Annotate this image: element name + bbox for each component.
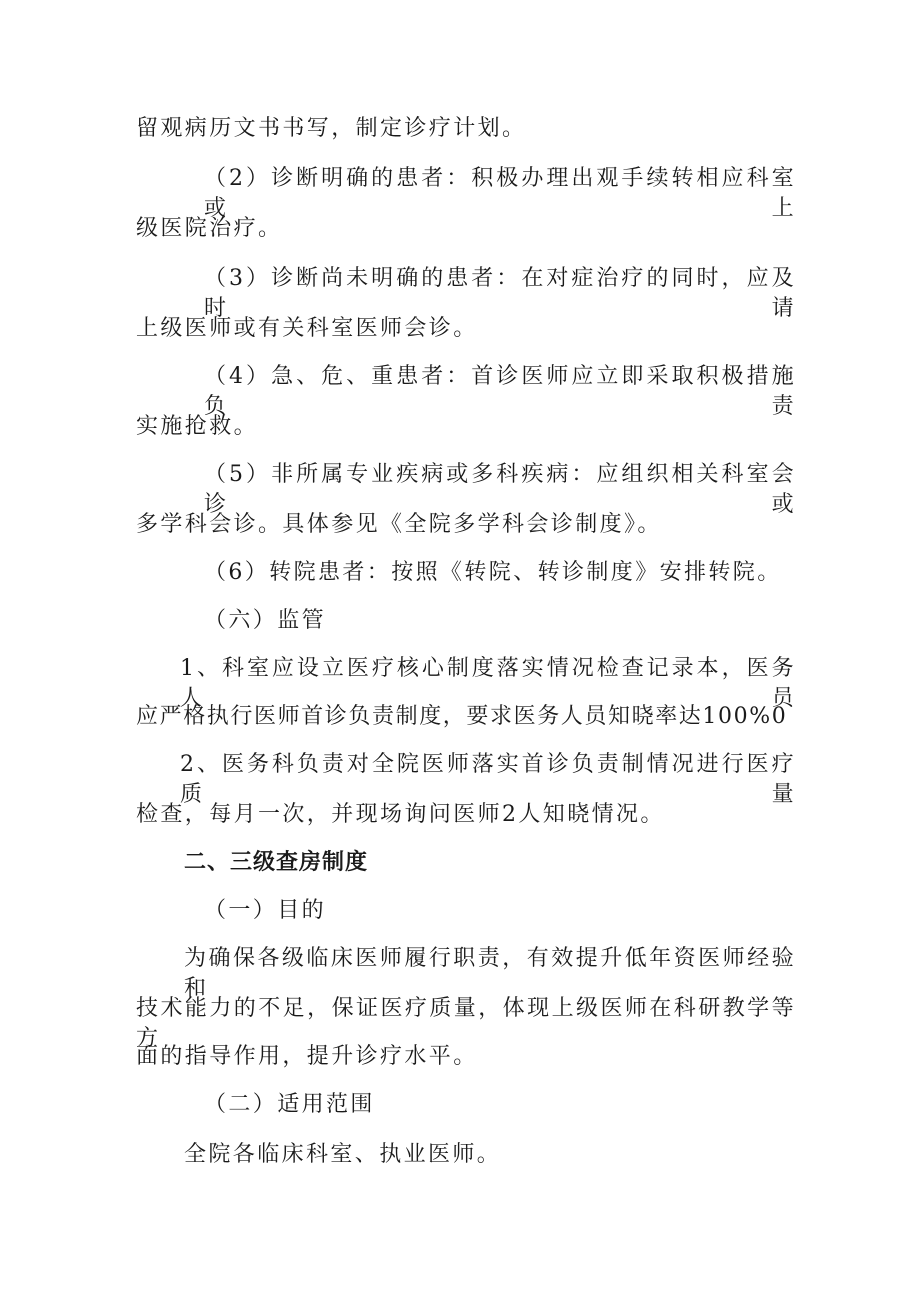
paragraph-line: 级医院治疗。 <box>136 216 283 241</box>
paragraph-line: 留观病历文书书写，制定诊疗计划。 <box>136 116 527 141</box>
paragraph-line: 为确保各级临床医师履行职责，有效提升低年资医师经验和 <box>184 946 796 1001</box>
paragraph-line: （5）非所属专业疾病或多科疾病：应组织相关科室会诊或 <box>204 462 796 517</box>
paragraph-line: 实施抢救。 <box>136 414 259 439</box>
paragraph-line: 面的指导作用，提升诊疗水平。 <box>136 1044 478 1069</box>
paragraph-line: （2）诊断明确的患者：积极办理出观手续转相应科室或上 <box>204 166 796 221</box>
section-subheading: （一）目的 <box>204 898 327 923</box>
paragraph-line: 应严格执行医师首诊负责制度，要求医务人员知晓率达100%0 <box>136 704 788 729</box>
section-subheading: （二）适用范围 <box>204 1092 375 1117</box>
paragraph-line: 全院各临床科室、执业医师。 <box>184 1142 502 1167</box>
section-heading: 二、三级查房制度 <box>184 850 369 875</box>
paragraph-line: 1、科室应设立医疗核心制度落实情况检查记录本，医务人员 <box>180 656 796 711</box>
paragraph-line: （3）诊断尚未明确的患者：在对症治疗的同时，应及时请 <box>204 266 796 321</box>
paragraph-line: 检查，每月一次，并现场询问医师2人知晓情况。 <box>136 802 665 827</box>
paragraph-line: 2、医务科负责对全院医师落实首诊负责制情况进行医疗质量 <box>180 752 796 807</box>
paragraph-line: 上级医师或有关科室医师会诊。 <box>136 316 478 341</box>
paragraph-line: （4）急、危、重患者：首诊医师应立即采取积极措施负责 <box>204 364 796 419</box>
paragraph-line: 技术能力的不足，保证医疗质量，体现上级医师在科研教学等方 <box>136 996 796 1051</box>
section-subheading: （六）监管 <box>204 608 327 633</box>
paragraph-line: （6）转院患者：按照《转院、转诊制度》安排转院。 <box>204 560 782 585</box>
paragraph-line: 多学科会诊。具体参见《全院多学科会诊制度》。 <box>136 512 662 537</box>
